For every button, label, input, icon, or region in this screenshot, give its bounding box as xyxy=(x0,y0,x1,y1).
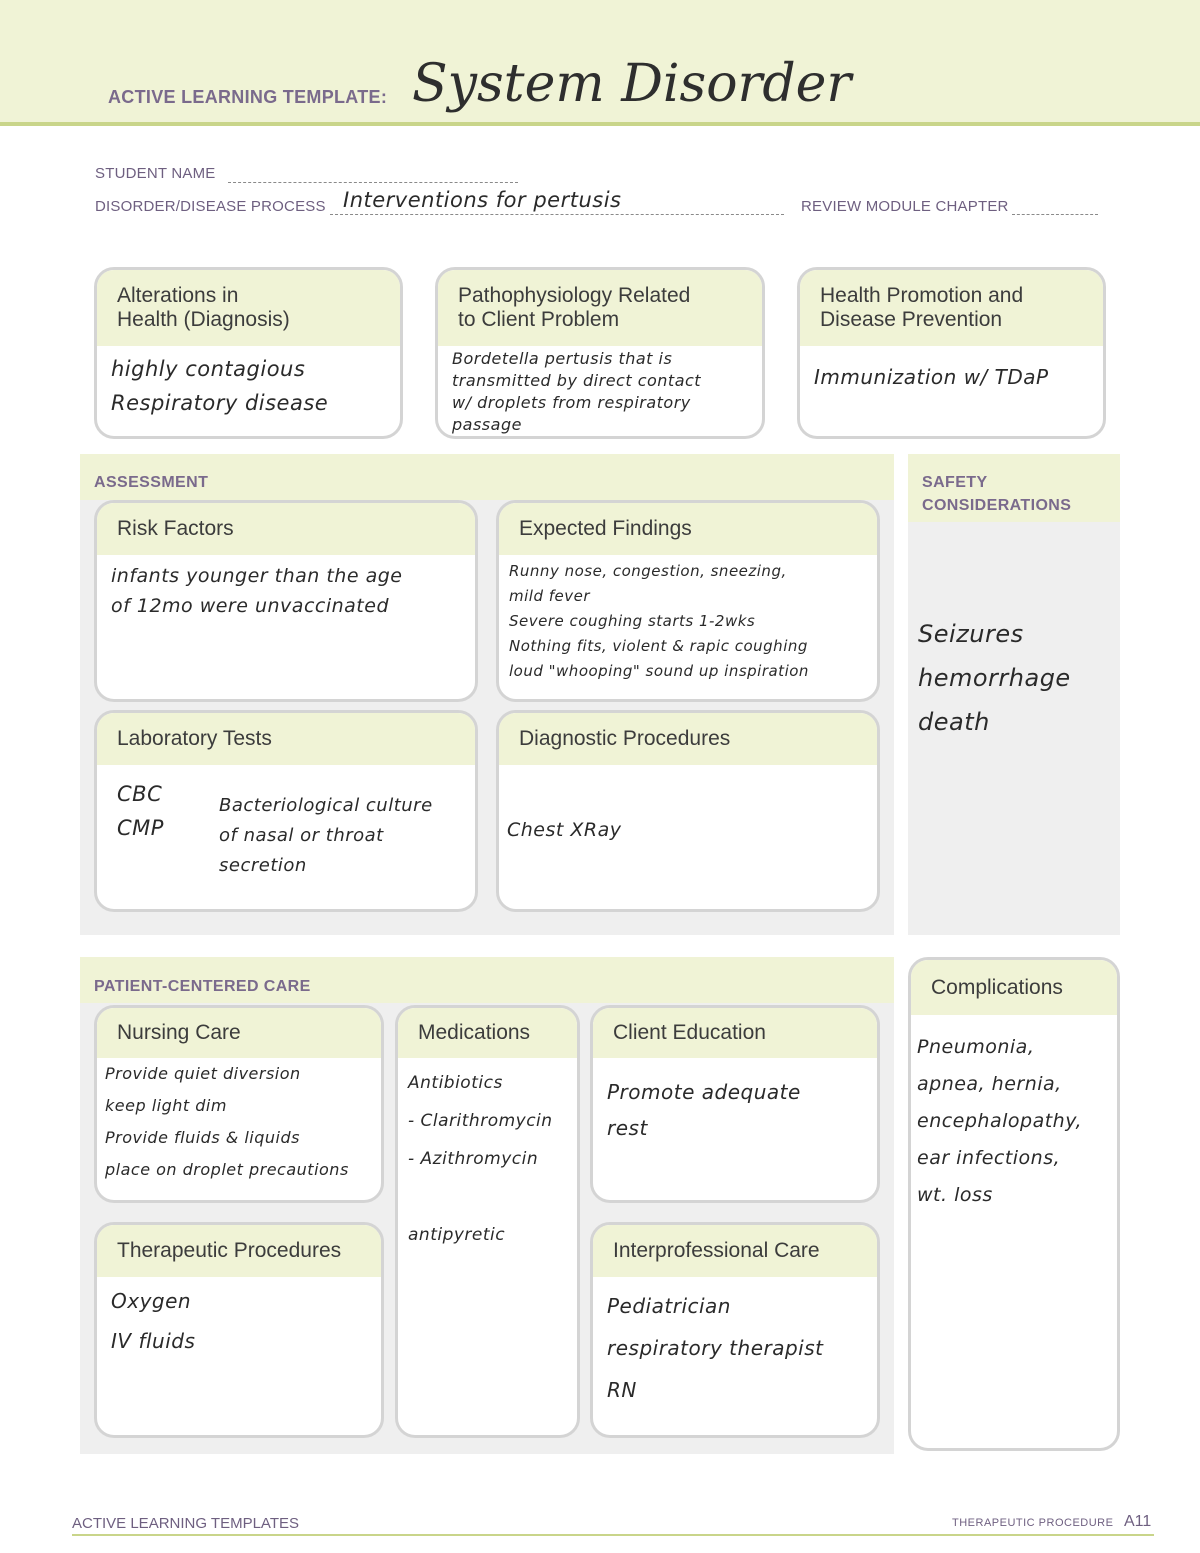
expected-findings-content: Runny nose, congestion, sneezing, mild fever Severe coughing starts 1-2wks Nothing fits, violent & rapic coughing loud "whooping" sound up inspiration xyxy=(509,562,809,680)
template-label: ACTIVE LEARNING TEMPLATE: xyxy=(108,87,388,107)
assessment-label: ASSESSMENT xyxy=(94,474,209,491)
therapeutic-procedures-content: Oxygen IV fluids xyxy=(111,1289,196,1353)
health-promotion-title: Health Promotion and Disease Prevention xyxy=(800,270,1103,346)
diagnostic-procedures-title: Diagnostic Procedures xyxy=(499,713,877,765)
client-education-box xyxy=(590,1005,880,1203)
safety-content: Seizures hemorrhage death xyxy=(918,620,1071,736)
client-education-content: Promote adequate rest xyxy=(607,1080,801,1140)
pathophysiology-title: Pathophysiology Related to Client Problem xyxy=(438,270,762,346)
health-promotion-box xyxy=(797,267,1106,439)
patient-care-label: PATIENT-CENTERED CARE xyxy=(94,978,311,995)
safety-label: SAFETY CONSIDERATIONS xyxy=(922,474,1072,514)
therapeutic-procedures-box xyxy=(94,1222,384,1438)
complications-title: Complications xyxy=(911,960,1117,1015)
medications-content: Antibiotics - Clarithromycin - Azithromycin antipyretic xyxy=(408,1073,553,1245)
risk-factors-box xyxy=(94,500,478,702)
complications-content: Pneumonia, apnea, hernia, encephalopathy, ear infections, wt. loss xyxy=(917,1036,1083,1206)
interprofessional-care-box xyxy=(590,1222,880,1438)
student-name-field[interactable] xyxy=(228,182,518,183)
laboratory-tests-title: Laboratory Tests xyxy=(97,713,475,765)
laboratory-tests-right: Bacteriological culture of nasal or throat secretion xyxy=(219,795,433,876)
pathophysiology-content: Bordetella pertusis that is transmitted by direct contact w/ droplets from respiratory passage xyxy=(452,349,702,434)
nursing-care-content: Provide quiet diversion keep light dim Provide fluids & liquids place on droplet precautions xyxy=(105,1064,349,1179)
footer-left-label: ACTIVE LEARNING TEMPLATES xyxy=(72,1515,299,1532)
laboratory-tests-box xyxy=(94,710,478,912)
diagnostic-procedures-box xyxy=(496,710,880,912)
pathophysiology-box xyxy=(435,267,765,439)
review-module-label: REVIEW MODULE CHAPTER xyxy=(801,198,1009,215)
nursing-care-box xyxy=(94,1005,384,1203)
review-module-field[interactable] xyxy=(1012,214,1098,215)
risk-factors-content: infants younger than the age of 12mo were unvaccinated xyxy=(111,565,403,617)
complications-box xyxy=(908,957,1120,1451)
nursing-care-title: Nursing Care xyxy=(97,1008,381,1058)
student-name-label: STUDENT NAME xyxy=(95,165,216,182)
disorder-field[interactable] xyxy=(330,214,784,215)
interprofessional-care-title: Interprofessional Care xyxy=(593,1225,877,1277)
alterations-title: Alterations in Health (Diagnosis) xyxy=(97,270,400,346)
disorder-value: Interventions for pertusis xyxy=(343,188,622,212)
health-promotion-content: Immunization w/ TDaP xyxy=(814,365,1049,389)
laboratory-tests-left: CBC CMP xyxy=(117,782,164,840)
client-education-title: Client Education xyxy=(593,1008,877,1058)
diagnostic-procedures-content: Chest XRay xyxy=(507,819,622,841)
risk-factors-title: Risk Factors xyxy=(97,503,475,555)
therapeutic-procedures-title: Therapeutic Procedures xyxy=(97,1225,381,1277)
header-divider xyxy=(0,122,1200,126)
footer-divider xyxy=(72,1534,1154,1536)
medications-box xyxy=(395,1005,580,1438)
alterations-box xyxy=(94,267,403,439)
alterations-content: highly contagious Respiratory disease xyxy=(111,357,329,415)
expected-findings-title: Expected Findings xyxy=(499,503,877,555)
interprofessional-care-content: Pediatrician respiratory therapist RN xyxy=(607,1294,824,1402)
medications-title: Medications xyxy=(398,1008,577,1058)
disorder-label: DISORDER/DISEASE PROCESS xyxy=(95,198,326,215)
expected-findings-box xyxy=(496,500,880,702)
page-number: A11 xyxy=(1124,1513,1152,1530)
template-title: System Disorder xyxy=(412,54,852,114)
footer-right-label: THERAPEUTIC PROCEDURE xyxy=(952,1517,1114,1529)
